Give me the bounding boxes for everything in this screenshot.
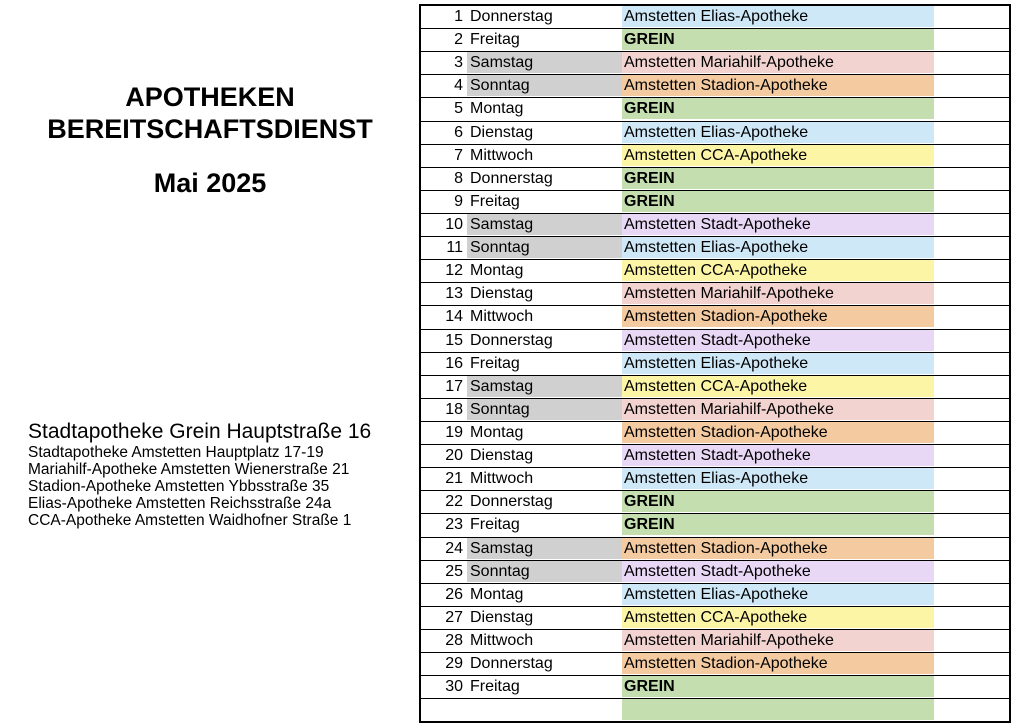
weekday-cell: Donnerstag [470,655,553,673]
day-number: 8 [454,169,463,187]
address-line: Stadion-Apotheke Amstetten Ybbsstraße 35 [28,478,330,495]
pharmacy-cell: Amstetten CCA-Apotheke [622,260,934,281]
pharmacy-cell: Amstetten Stadion-Apotheke [622,306,934,327]
pharmacy-cell: GREIN [622,29,934,50]
pharmacy-cell: Amstetten CCA-Apotheke [622,145,934,166]
weekday-cell: Dienstag [470,608,534,626]
table-row [421,584,1009,607]
table-row [421,330,1009,353]
weekday-cell: Dienstag [470,447,534,465]
table-row [421,98,1009,121]
pharmacy-cell: Amstetten Mariahilf-Apotheke [622,399,934,420]
day-number: 2 [454,31,463,49]
day-number: 10 [445,215,463,233]
pharmacy-cell: Amstetten Stadion-Apotheke [622,422,934,443]
address-list [28,420,371,529]
table-row [421,145,1009,168]
table-row [421,653,1009,676]
address-line: Mariahilf-Apotheke Amstetten Wienerstraße 21 [28,461,350,478]
day-number: 13 [445,285,463,303]
day-number: 23 [445,516,463,534]
pharmacy-cell: GREIN [622,191,934,212]
pharmacy-cell [622,699,934,720]
day-number: 24 [445,539,463,557]
table-row [421,676,1009,699]
weekday-cell: Montag [470,423,524,441]
pharmacy-cell: GREIN [622,514,934,535]
day-number: 18 [445,400,463,418]
table-row [421,283,1009,306]
table-row [421,237,1009,260]
day-number: 5 [454,100,463,118]
day-number: 15 [445,331,463,349]
day-number: 30 [445,678,463,696]
table-row [421,29,1009,52]
table-row [421,607,1009,630]
weekday-cell: Freitag [470,516,520,534]
table-row [421,75,1009,98]
weekday-cell: Donnerstag [470,493,553,511]
table-row [421,306,1009,329]
weekday-cell: Montag [470,100,524,118]
weekday-cell: Sonntag [467,399,625,420]
table-row [421,52,1009,75]
weekday-cell: Freitag [470,678,520,696]
address-line: Stadtapotheke Amstetten Hauptplatz 17-19 [28,444,324,461]
day-number: 9 [454,192,463,210]
pharmacy-cell: Amstetten Mariahilf-Apotheke [622,52,934,73]
address-line: Elias-Apotheke Amstetten Reichsstraße 24a [28,495,332,512]
table-row [421,399,1009,422]
table-row [421,214,1009,237]
day-number: 22 [445,493,463,511]
day-number: 21 [445,470,463,488]
title-line-1: APOTHEKEN [125,82,295,112]
weekday-cell: Samstag [467,538,625,559]
weekday-cell: Donnerstag [470,8,553,25]
day-number: 6 [454,123,463,141]
pharmacy-cell: Amstetten Stadion-Apotheke [622,653,934,674]
weekday-cell: Samstag [467,214,625,235]
table-row [421,630,1009,653]
pharmacy-cell: Amstetten Stadt-Apotheke [622,330,934,351]
month-title: Mai 2025 [153,168,267,198]
day-number: 11 [446,239,463,257]
weekday-cell: Sonntag [467,75,625,96]
day-number: 3 [454,54,463,72]
pharmacy-cell: Amstetten Stadt-Apotheke [622,561,934,582]
weekday-cell: Montag [470,585,524,603]
table-row [421,168,1009,191]
pharmacy-cell: GREIN [622,168,934,189]
table-row [421,353,1009,376]
weekday-cell [467,699,625,720]
title-line-2: BEREITSCHAFTSDIENST [47,114,373,144]
weekday-cell: Freitag [470,354,520,372]
weekday-cell: Samstag [467,52,625,73]
day-number: 1 [454,8,463,25]
pharmacy-cell: GREIN [622,491,934,512]
table-row [421,6,1009,29]
pharmacy-cell: Amstetten CCA-Apotheke [622,376,934,397]
table-row [421,191,1009,214]
day-number: 4 [454,77,463,95]
pharmacy-cell: Amstetten Stadion-Apotheke [622,538,934,559]
pharmacy-cell: Amstetten Stadt-Apotheke [622,214,934,235]
pharmacy-cell: Amstetten Elias-Apotheke [622,237,934,258]
day-number: 26 [445,585,463,603]
day-number: 29 [445,655,463,673]
pharmacy-cell: Amstetten Elias-Apotheke [622,468,934,489]
table-row [421,699,1009,722]
day-number: 19 [445,423,463,441]
table-row [421,260,1009,283]
duty-schedule-table [419,4,1011,723]
day-number: 25 [445,562,463,580]
pharmacy-cell: GREIN [622,98,934,119]
weekday-cell: Mittwoch [470,631,534,649]
address-main: Stadtapotheke Grein Hauptstraße 16 [28,420,372,443]
pharmacy-cell: Amstetten Elias-Apotheke [622,122,934,143]
weekday-cell: Mittwoch [470,470,534,488]
day-number: 17 [445,377,463,395]
pharmacy-cell: Amstetten Stadt-Apotheke [622,445,934,466]
day-number: 7 [454,146,463,164]
pharmacy-cell: Amstetten Elias-Apotheke [622,6,934,27]
weekday-cell: Sonntag [467,237,625,258]
weekday-cell: Sonntag [467,561,625,582]
weekday-cell: Dienstag [470,285,534,303]
table-row [421,491,1009,514]
pharmacy-cell: Amstetten CCA-Apotheke [622,607,934,628]
weekday-cell: Mittwoch [470,308,534,326]
table-row [421,376,1009,399]
weekday-cell: Montag [470,262,524,280]
table-row [421,445,1009,468]
table-row [421,122,1009,145]
left-panel [0,0,420,724]
weekday-cell: Freitag [470,192,520,210]
weekday-cell: Dienstag [470,123,534,141]
day-number: 27 [445,608,463,626]
pharmacy-cell: Amstetten Mariahilf-Apotheke [622,630,934,651]
pharmacy-cell: Amstetten Stadion-Apotheke [622,75,934,96]
weekday-cell: Donnerstag [470,169,553,187]
weekday-cell: Mittwoch [470,146,534,164]
day-number: 12 [445,262,463,280]
weekday-cell: Samstag [467,376,625,397]
day-number: 20 [445,447,463,465]
pharmacy-cell: Amstetten Elias-Apotheke [622,353,934,374]
pharmacy-cell: Amstetten Mariahilf-Apotheke [622,283,934,304]
weekday-cell: Donnerstag [470,331,553,349]
pharmacy-cell: Amstetten Elias-Apotheke [622,584,934,605]
day-number: 16 [445,354,463,372]
address-line: CCA-Apotheke Amstetten Waidhofner Straße 1 [28,512,352,529]
table-row [421,468,1009,491]
weekday-cell: Freitag [470,31,520,49]
table-row [421,538,1009,561]
table-row [421,561,1009,584]
day-number: 14 [445,308,463,326]
table-row [421,422,1009,445]
day-number: 28 [445,631,463,649]
pharmacy-cell: GREIN [622,676,934,697]
table-row [421,514,1009,537]
